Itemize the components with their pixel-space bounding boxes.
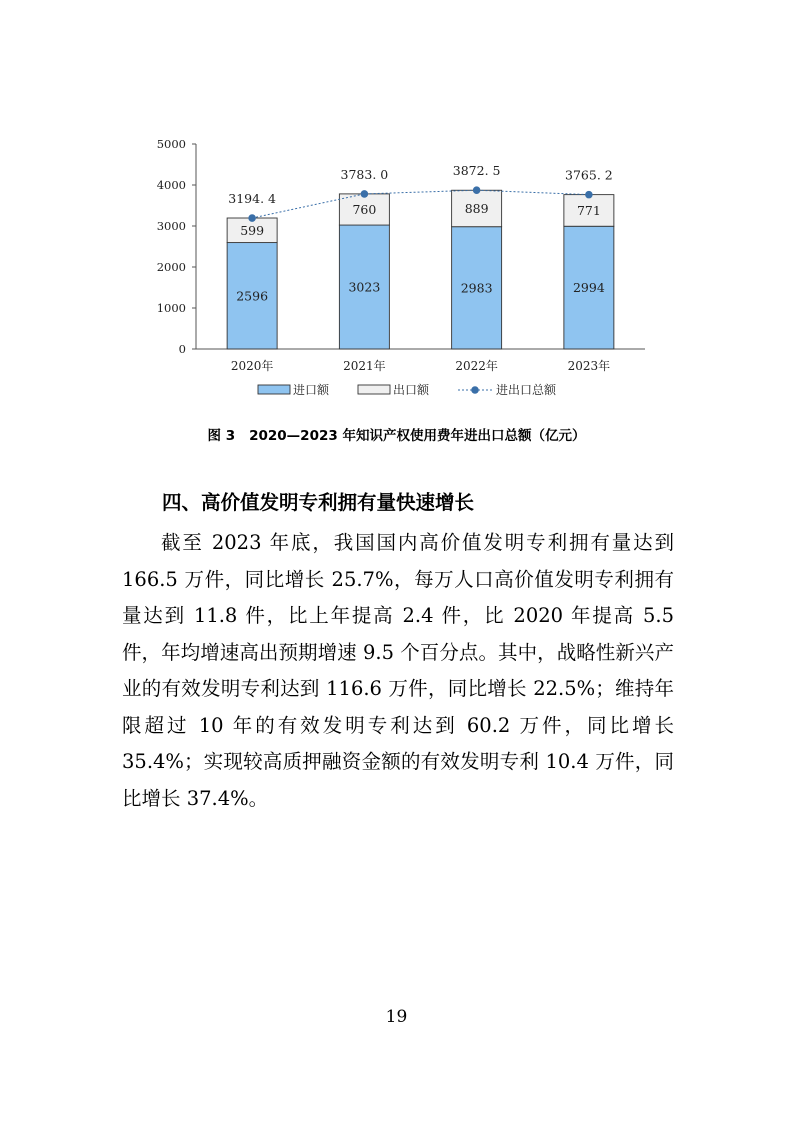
legend-swatch-import [258, 385, 290, 394]
legend-swatch-export [358, 385, 390, 394]
y-tick-label: 5000 [156, 137, 186, 151]
x-tick-label: 2023年 [567, 359, 611, 373]
chart-total-line [228, 163, 612, 222]
total-value-label: 3194. 4 [228, 191, 276, 207]
bar-value-label: 2596 [236, 288, 269, 304]
bar-value-label: 889 [464, 200, 489, 216]
chart-legend [258, 382, 557, 397]
legend-line-marker [471, 386, 479, 394]
y-tick-label: 1000 [156, 301, 186, 315]
figure-title: 2020—2023 年知识产权使用费年进出口总额（亿元） [249, 428, 586, 444]
legend-label: 出口额 [393, 383, 430, 397]
y-tick-label: 3000 [156, 219, 186, 233]
chart-bars [227, 190, 614, 349]
bar-value-label: 2994 [572, 280, 605, 296]
total-value-label: 3765. 2 [565, 167, 613, 183]
figure-caption [0, 424, 793, 444]
y-tick-label: 4000 [156, 178, 186, 192]
total-value-label: 3783. 0 [340, 166, 389, 182]
bar-value-label: 2983 [460, 280, 493, 296]
total-point [585, 191, 593, 199]
total-point [473, 186, 481, 194]
total-point [361, 190, 369, 198]
y-tick-label: 2000 [156, 260, 186, 274]
body-paragraph: 截至 2023 年底，我国国内高价值发明专利拥有量达到 166.5 万件，同比增长 25.7%，每万人口高价值发明专利拥有量达到 11.8 件，比上年提高 2.4 件，比 2020 年提高 5.5 件，年均增速高出预期增速 9.5 个百分点。其中，战略性新兴产业的有效发明专利达到 116.6 万件，同比增长 22.5%；维持年限超过 10 年的有效发明专利达到 60.2 万件，同比增长 35.4%；实现较高质押融资金额的有效发明专利 10.4 万件，同比增长 37.4%。 [122, 531, 674, 810]
y-tick-label: 0 [178, 342, 186, 356]
bar-value-label: 3023 [348, 279, 381, 295]
legend-label: 进出口总额 [496, 383, 557, 397]
section-heading: 四、高价值发明专利拥有量快速增长 [162, 491, 475, 514]
figure-number: 图 3 [207, 428, 236, 444]
legend-label: 进口额 [293, 383, 330, 397]
x-tick-label: 2021年 [343, 359, 386, 373]
bar-value-label: 760 [352, 201, 377, 217]
page-number: 19 [385, 1007, 408, 1027]
bar-value-label: 771 [576, 202, 601, 218]
trade-chart [0, 0, 793, 410]
total-point [248, 214, 256, 222]
bar-value-label: 599 [240, 222, 265, 238]
x-tick-label: 2020年 [230, 359, 274, 373]
x-tick-label: 2022年 [455, 359, 498, 373]
total-value-label: 3872. 5 [452, 163, 501, 179]
total-line-path [252, 190, 589, 218]
